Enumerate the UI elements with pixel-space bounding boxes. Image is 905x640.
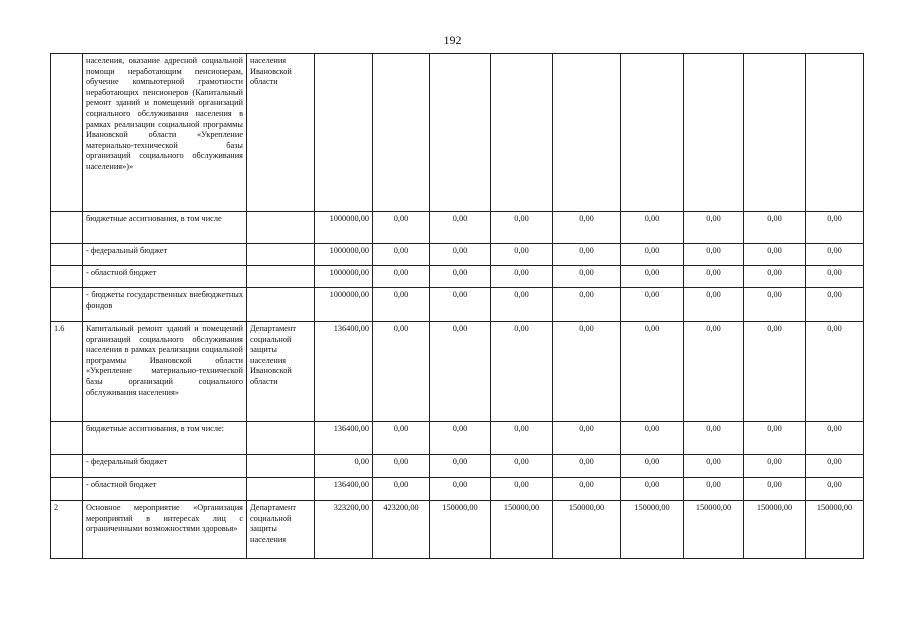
value-cell: 1000000,00 xyxy=(315,266,373,288)
executor-cell: Департамент социальной защиты населения xyxy=(247,501,315,559)
value-cell: 0,00 xyxy=(373,478,430,501)
table-row xyxy=(51,212,864,244)
value-cell xyxy=(806,54,864,212)
value-cell: 0,00 xyxy=(621,288,684,322)
value-cell: 0,00 xyxy=(806,288,864,322)
row-number-cell: 2 xyxy=(51,501,83,559)
value-cell: 0,00 xyxy=(373,288,430,322)
value-cell: 150000,00 xyxy=(684,501,744,559)
value-cell: 1000000,00 xyxy=(315,244,373,266)
executor-cell xyxy=(247,455,315,478)
table-row xyxy=(51,54,864,212)
value-cell: 0,00 xyxy=(621,478,684,501)
value-cell: 0,00 xyxy=(744,422,806,455)
value-cell: 0,00 xyxy=(621,266,684,288)
value-cell: 0,00 xyxy=(806,244,864,266)
row-number-cell xyxy=(51,422,83,455)
executor-cell xyxy=(247,244,315,266)
value-cell: 0,00 xyxy=(430,266,491,288)
value-cell: 0,00 xyxy=(806,422,864,455)
value-cell xyxy=(621,54,684,212)
value-cell: 0,00 xyxy=(430,212,491,244)
executor-cell xyxy=(247,212,315,244)
value-cell: 0,00 xyxy=(373,322,430,422)
value-cell: 136400,00 xyxy=(315,478,373,501)
value-cell: 0,00 xyxy=(621,455,684,478)
value-cell: 0,00 xyxy=(621,212,684,244)
value-cell xyxy=(684,54,744,212)
value-cell: 0,00 xyxy=(553,266,621,288)
value-cell: 150000,00 xyxy=(491,501,553,559)
value-cell xyxy=(553,54,621,212)
name-cell: - областной бюджет xyxy=(83,266,247,288)
value-cell: 136400,00 xyxy=(315,422,373,455)
row-number-cell xyxy=(51,288,83,322)
name-cell: бюджетные ассигнования, в том числе xyxy=(83,212,247,244)
table-row xyxy=(51,478,864,501)
value-cell: 0,00 xyxy=(744,212,806,244)
value-cell xyxy=(315,54,373,212)
row-number-cell xyxy=(51,212,83,244)
value-cell: 0,00 xyxy=(373,266,430,288)
value-cell: 0,00 xyxy=(744,455,806,478)
value-cell: 0,00 xyxy=(491,212,553,244)
value-cell: 150000,00 xyxy=(621,501,684,559)
name-cell: - областной бюджет xyxy=(83,478,247,501)
value-cell xyxy=(491,54,553,212)
value-cell: 150000,00 xyxy=(744,501,806,559)
row-number-cell xyxy=(51,266,83,288)
table-row xyxy=(51,244,864,266)
name-cell: бюджетные ассигнования, в том числе: xyxy=(83,422,247,455)
name-cell: - бюджеты государственных внебюджетных фондов xyxy=(83,288,247,322)
value-cell: 0,00 xyxy=(553,422,621,455)
value-cell: 0,00 xyxy=(491,266,553,288)
table-row xyxy=(51,322,864,422)
table-row xyxy=(51,501,864,559)
value-cell: 0,00 xyxy=(430,455,491,478)
value-cell: 0,00 xyxy=(684,288,744,322)
value-cell: 0,00 xyxy=(430,422,491,455)
value-cell: 1000000,00 xyxy=(315,288,373,322)
value-cell: 0,00 xyxy=(684,455,744,478)
value-cell: 0,00 xyxy=(430,288,491,322)
row-number-cell xyxy=(51,455,83,478)
value-cell: 0,00 xyxy=(744,478,806,501)
value-cell: 0,00 xyxy=(744,322,806,422)
value-cell: 0,00 xyxy=(684,422,744,455)
value-cell: 0,00 xyxy=(553,244,621,266)
value-cell: 0,00 xyxy=(806,322,864,422)
name-cell: - федеральный бюджет xyxy=(83,455,247,478)
row-number-cell xyxy=(51,244,83,266)
table-row xyxy=(51,422,864,455)
value-cell: 0,00 xyxy=(806,455,864,478)
value-cell: 0,00 xyxy=(744,244,806,266)
value-cell: 150000,00 xyxy=(806,501,864,559)
row-number-cell xyxy=(51,478,83,501)
value-cell: 0,00 xyxy=(806,478,864,501)
value-cell: 0,00 xyxy=(744,288,806,322)
value-cell: 150000,00 xyxy=(430,501,491,559)
value-cell: 0,00 xyxy=(315,455,373,478)
value-cell: 0,00 xyxy=(553,288,621,322)
name-cell: Капитальный ремонт зданий и помещений организаций социального обслуживания населения в рамках реализации социальной программы Ивановской области «Укрепление материально-технической базы организаций социального обслуживания населения» xyxy=(83,322,247,422)
table-row xyxy=(51,288,864,322)
value-cell: 0,00 xyxy=(621,422,684,455)
value-cell: 0,00 xyxy=(491,455,553,478)
value-cell: 423200,00 xyxy=(373,501,430,559)
value-cell: 0,00 xyxy=(373,422,430,455)
value-cell: 0,00 xyxy=(491,322,553,422)
value-cell: 0,00 xyxy=(491,288,553,322)
value-cell: 0,00 xyxy=(553,212,621,244)
value-cell xyxy=(744,54,806,212)
executor-cell xyxy=(247,288,315,322)
value-cell: 0,00 xyxy=(684,212,744,244)
value-cell: 0,00 xyxy=(373,212,430,244)
executor-cell: Департамент социальной защиты населения Ивановской области xyxy=(247,322,315,422)
value-cell: 0,00 xyxy=(491,478,553,501)
value-cell: 0,00 xyxy=(491,244,553,266)
value-cell: 0,00 xyxy=(430,478,491,501)
value-cell: 0,00 xyxy=(373,244,430,266)
page-number: 192 xyxy=(443,33,462,47)
value-cell xyxy=(373,54,430,212)
value-cell: 0,00 xyxy=(430,244,491,266)
row-number-cell: 1.6 xyxy=(51,322,83,422)
value-cell: 0,00 xyxy=(553,322,621,422)
row-number-cell xyxy=(51,54,83,212)
value-cell: 0,00 xyxy=(684,322,744,422)
executor-cell: населения Ивановской области xyxy=(247,54,315,212)
value-cell: 0,00 xyxy=(373,455,430,478)
executor-cell xyxy=(247,478,315,501)
executor-cell xyxy=(247,422,315,455)
value-cell: 0,00 xyxy=(684,478,744,501)
value-cell: 1000000,00 xyxy=(315,212,373,244)
value-cell: 0,00 xyxy=(491,422,553,455)
value-cell: 0,00 xyxy=(553,478,621,501)
value-cell: 0,00 xyxy=(621,244,684,266)
value-cell: 0,00 xyxy=(744,266,806,288)
value-cell: 0,00 xyxy=(621,322,684,422)
name-cell: населения, оказание адресной социальной помощи неработающим пенсионерам, обучение компьютерной грамотности неработающих пенсионеров (Капитальный ремонт зданий и помещений организаций социального обслуживания населения в рамках реализации социальной программы Ивановской области «Укрепление материально-технической базы организаций социального обслуживания населения»)» xyxy=(83,54,247,212)
name-cell: - федеральный бюджет xyxy=(83,244,247,266)
value-cell: 0,00 xyxy=(553,455,621,478)
value-cell: 0,00 xyxy=(684,244,744,266)
executor-cell xyxy=(247,266,315,288)
table-row xyxy=(51,266,864,288)
value-cell: 0,00 xyxy=(684,266,744,288)
value-cell: 136400,00 xyxy=(315,322,373,422)
value-cell: 150000,00 xyxy=(553,501,621,559)
value-cell: 323200,00 xyxy=(315,501,373,559)
value-cell: 0,00 xyxy=(806,266,864,288)
value-cell: 0,00 xyxy=(430,322,491,422)
name-cell: Основное мероприятие «Организация мероприятий в интересах лиц с ограниченными возможностями здоровья» xyxy=(83,501,247,559)
table-row xyxy=(51,455,864,478)
value-cell xyxy=(430,54,491,212)
budget-table xyxy=(50,53,864,559)
value-cell: 0,00 xyxy=(806,212,864,244)
